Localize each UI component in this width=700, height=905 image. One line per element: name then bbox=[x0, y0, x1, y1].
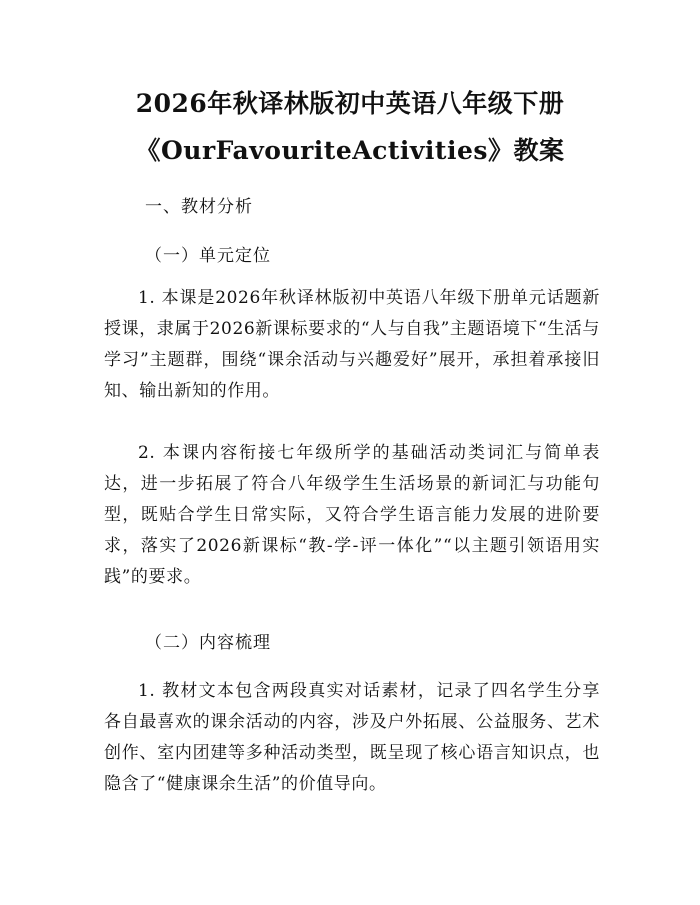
document-title-line-1: 2026年秋译林版初中英语八年级下册 bbox=[135, 89, 565, 118]
paragraph-unit-positioning-2: 2. 本课内容衔接七年级所学的基础活动类词汇与简单表达，进一步拓展了符合八年级学生生活场景的新词汇与功能句型，既贴合学生日常实际，又符合学生语言能力发展的进阶要求，落实了2026新课标“教-学-评一体化”“以主题引领语用实践”的要求。 bbox=[104, 443, 600, 587]
section-heading-textbook-analysis: 一、教材分析 bbox=[145, 197, 253, 217]
document-title-line-2: 《OurFavouriteActivities》教案 bbox=[135, 136, 565, 165]
paragraph-content-overview-1: 1. 教材文本包含两段真实对话素材，记录了四名学生分享各自最喜欢的课余活动的内容，涉及户外拓展、公益服务、艺术创作、室内团建等多种活动类型，既呈现了核心语言知识点，也隐含了“健康课余生活”的价值导向。 bbox=[104, 681, 600, 794]
subsection-heading-unit-positioning: （一）单元定位 bbox=[145, 246, 271, 266]
paragraph-unit-positioning-1: 1. 本课是2026年秋译林版初中英语八年级下册单元话题新授课，隶属于2026新课标要求的“人与自我”主题语境下“生活与学习”主题群，围绕“课余活动与兴趣爱好”展开，承担着承接旧知、输出新知的作用。 bbox=[104, 288, 600, 401]
subsection-heading-content-overview: （二）内容梳理 bbox=[145, 633, 271, 653]
